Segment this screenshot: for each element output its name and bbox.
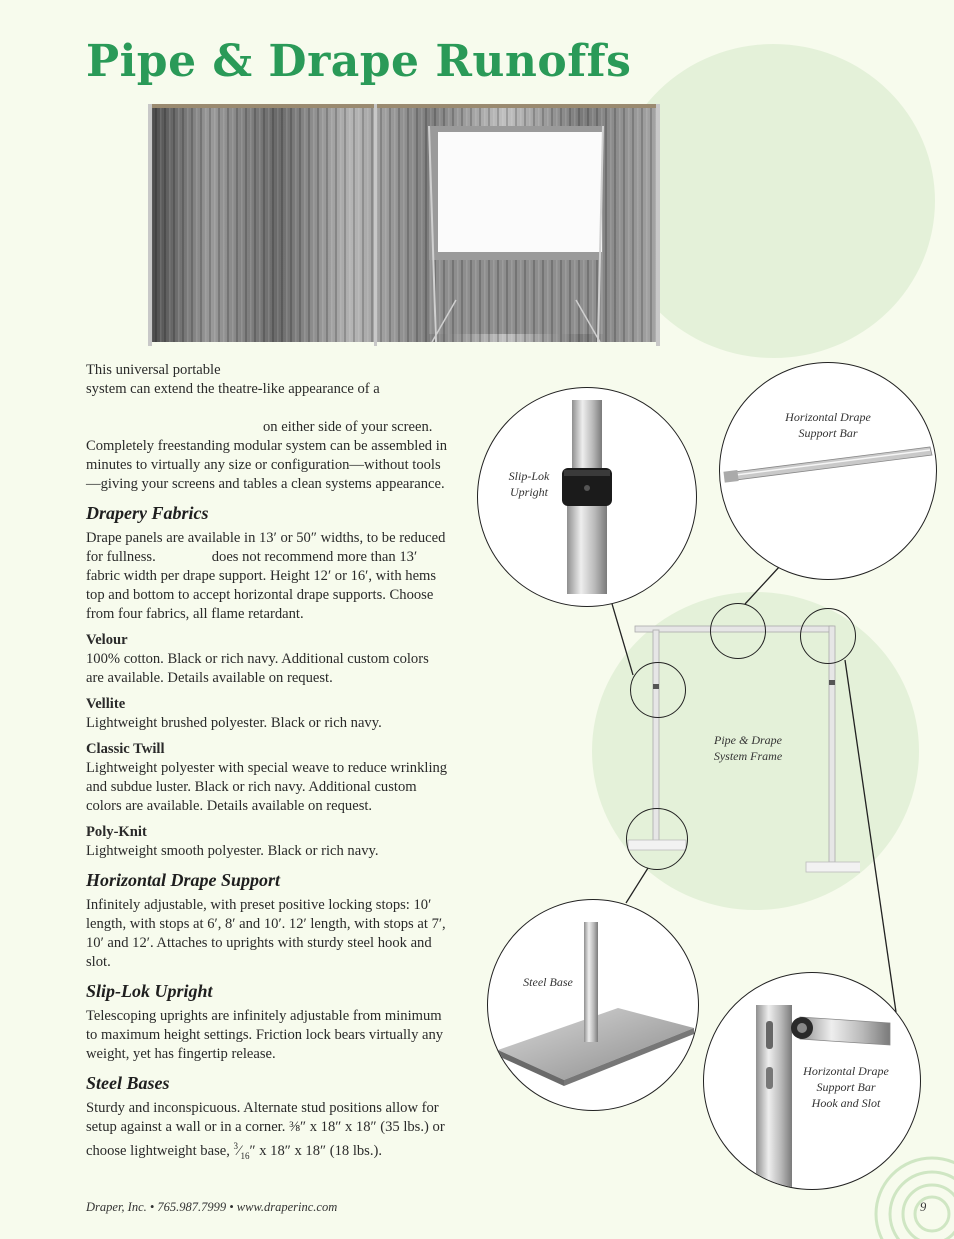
steel-base-illustration	[488, 900, 698, 1110]
heading-slip-lok-upright: Slip-Lok Upright	[86, 981, 213, 1001]
zoom-ring-bar	[710, 603, 766, 659]
intro-line-4: Completely freestanding modular system can be assembled in minutes to virtually any size or configuration—without tools—giving your screens and tables a clean systems appearance.	[86, 438, 448, 492]
zoom-ring-upright	[630, 662, 686, 718]
fabric-vellite-name: Vellite	[86, 696, 126, 712]
steel-bases-text: Sturdy and inconspicuous. Alternate stud positions allow for setup against a wall or in a corner. ⅜″ x 18″ x 18″ (35 lbs.) or choose lightweight base, $^3⁄_{16}''$ x 18″ x 18″ (18 lbs.).	[86, 1100, 445, 1161]
heading-drapery-fabrics: Drapery Fabrics	[86, 503, 209, 523]
heading-steel-bases: Steel Bases	[86, 1073, 170, 1093]
footer-web: www.draperinc.com	[236, 1200, 338, 1214]
heading-horizontal-drape-support: Horizontal Drape Support	[86, 870, 281, 890]
fabric-classic-twill-name: Classic Twill	[86, 741, 165, 757]
zoom-ring-hook	[800, 608, 856, 664]
horizontal-bar-illustration	[720, 363, 936, 579]
horizontal-support-text: Infinitely adjustable, with preset positive locking stops: 10′ length, with stops at 6′, 8′ and 10′. 12′ length, with stops at 7′, 10′ and 12′. Attaches to uprights with sturdy steel hook and slot.	[86, 897, 446, 970]
footer: Draper, Inc. • 765.987.7999 • www.draperinc.com	[86, 1200, 338, 1214]
fabric-classic-twill-desc: Lightweight polyester with special weave to reduce wrinkling and subdue luster. Black or rich navy. Additional custom colors are available. Details available on request.	[86, 760, 448, 814]
caption-frame: Pipe & Drape System Frame	[713, 733, 783, 763]
drapery-fabrics-text: Drape panels are available in 13′ or 50″ widths, to be reduced for fullness. does not recommend more than 13′ fabric width per drape support. Height 12′ or 16′, with hems top and bottom to accept horizontal drape supports. Choose from four fabrics, all flame retardant.	[86, 530, 446, 622]
fabric-vellite-desc: Lightweight brushed polyester. Black or rich navy.	[86, 715, 382, 731]
fabric-poly-knit-name: Poly-Knit	[86, 824, 147, 840]
caption-hook-slot: Horizontal Drape Support Bar Hook and Slot	[803, 1064, 889, 1110]
callout-horizontal-bar	[719, 362, 937, 580]
intro-line-3: on either side of your screen.	[263, 419, 433, 435]
caption-slip-lok: Slip-Lok Upright	[508, 469, 550, 499]
fabric-velour-name: Velour	[86, 632, 128, 648]
swirl-decoration	[872, 1140, 954, 1239]
intro-line-1: This universal portable	[86, 362, 221, 378]
callout-steel-base	[487, 899, 699, 1111]
footer-phone: 765.987.7999	[157, 1200, 227, 1214]
fabric-poly-knit-desc: Lightweight smooth polyester. Black or rich navy.	[86, 843, 379, 859]
intro-line-2: system can extend the theatre-like appearance of a	[86, 381, 380, 397]
caption-horizontal-bar: Horizontal Drape Support Bar	[785, 410, 871, 440]
footer-company: Draper, Inc.	[86, 1200, 147, 1214]
zoom-ring-base	[626, 808, 688, 870]
page-title: Pipe & Drape Runoffs	[86, 36, 632, 87]
fabric-velour-desc: 100% cotton. Black or rich navy. Additional custom colors are available. Details available on request.	[86, 651, 429, 686]
page-number: 9	[920, 1200, 927, 1214]
caption-steel-base: Steel Base	[523, 975, 573, 989]
callout-slip-lok-upright	[477, 387, 697, 607]
slip-lok-text: Telescoping uprights are infinitely adjustable from minimum to maximum height settings. Friction lock bears virtually any weight, yet has fingertip release.	[86, 1008, 444, 1062]
